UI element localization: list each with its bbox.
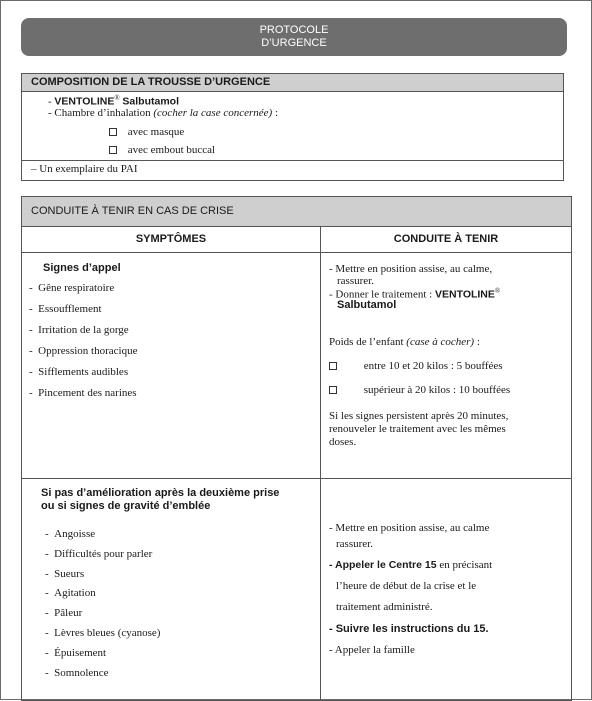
sign-item: - Oppression thoracique <box>29 345 138 357</box>
kit-ventoline: - VENTOLINE® Salbutamol <box>48 94 179 108</box>
weight-label-italic: (case à cocher) <box>406 336 475 348</box>
sign-item-label: Irritation de la gorge <box>38 324 129 336</box>
treatment-salbutamol: Salbutamol <box>337 299 397 311</box>
severe-sign-item: - Angoisse <box>45 528 96 540</box>
severe-sign-item: - Somnolence <box>45 666 109 679</box>
header-line-2: D’URGENCE <box>261 37 327 49</box>
severe-sign-label: Sueurs <box>54 567 85 580</box>
severe-sign-label: Agitation <box>54 587 96 600</box>
sign-item: - Essoufflement <box>29 303 102 315</box>
weight-option-1-label: entre 10 et 20 kilos : 5 bouffées <box>363 360 503 372</box>
kit-title: COMPOSITION DE LA TROUSSE D’URGENCE <box>22 74 563 92</box>
checkbox-mouthpiece[interactable] <box>109 146 117 154</box>
weight-label-text: Poids de l’enfant <box>329 336 404 348</box>
severe-sign-label: Difficultés pour parler <box>54 547 153 560</box>
action2-line4: l’heure de début de la crise et le <box>336 580 477 592</box>
severe-sign-label: Somnolence <box>54 666 109 679</box>
kit-divider <box>22 160 563 161</box>
sign-item-label: Pincement des narines <box>38 387 137 399</box>
signs-title: Signes d’appel <box>43 262 121 274</box>
kit-option-mask[interactable] <box>109 126 184 138</box>
sign-item: - Pincement des narines <box>29 387 137 399</box>
severe-sign-item: - Épuisement <box>45 646 107 659</box>
severe-sign-item: - Sueurs <box>45 567 85 580</box>
kit-chamber <box>48 107 278 119</box>
severe-title-2: ou si signes de gravité d’emblée <box>41 500 211 512</box>
sign-item-label: Oppression thoracique <box>38 345 138 357</box>
persist-line-1: Si les signes persistent après 20 minutes, <box>329 410 509 422</box>
action2-line2: rassurer. <box>336 538 373 550</box>
weight-colon: : <box>474 336 480 348</box>
action2-line1: - Mettre en position assise, au calme <box>329 522 490 534</box>
checkbox-weight-2[interactable] <box>329 386 337 394</box>
crisis-section <box>21 196 572 701</box>
actions-header: CONDUITE À TENIR <box>393 233 499 245</box>
weight-label <box>329 336 480 348</box>
severe-sign-item: - Agitation <box>45 587 96 600</box>
action1-line2: rassurer. <box>337 275 374 287</box>
severe-sign-label: Épuisement <box>54 646 107 659</box>
column-divider <box>320 226 321 700</box>
kit-pai: – Un exemplaire du PAI <box>31 163 138 175</box>
severe-sign-item: - Lèvres bleues (cyanose) <box>45 627 161 639</box>
severe-sign-label: Pâleur <box>54 607 83 620</box>
option-mask-label: avec masque <box>127 126 185 138</box>
action2-follow: - Suivre les instructions du 15. <box>329 623 489 635</box>
protocol-header <box>21 18 567 56</box>
registered-mark: ® <box>114 94 120 102</box>
severe-sign-label: Lèvres bleues (cyanose) <box>54 627 161 639</box>
sign-item-label: Gêne respiratoire <box>38 282 115 294</box>
severe-sign-item: - Pâleur <box>45 607 83 620</box>
sign-item: - Sifflements audibles <box>29 366 129 378</box>
treatment-label: - Donner le traitement : <box>329 288 433 301</box>
severe-sign-label: Angoisse <box>54 528 96 540</box>
header-line-1: PROTOCOLE <box>259 24 329 36</box>
weight-option-1[interactable] <box>329 360 503 372</box>
sign-item-label: Sifflements audibles <box>38 366 129 378</box>
symptoms-header: SYMPTÔMES <box>135 233 207 245</box>
sign-item-label: Essoufflement <box>38 303 102 315</box>
sign-item: - Irritation de la gorge <box>29 324 129 336</box>
action2-line5: traitement administré. <box>336 601 433 613</box>
call-rest: en précisant <box>436 559 493 571</box>
call-centre-15: - Appeler le Centre 15 <box>329 559 437 571</box>
sign-item: - Gêne respiratoire <box>29 282 115 294</box>
ventoline-bold: VENTOLINE <box>54 95 115 108</box>
action2-family: - Appeler la famille <box>329 644 415 656</box>
chamber-colon: : <box>272 107 279 119</box>
persist-line-3: doses. <box>329 436 357 448</box>
option-mouthpiece-label: avec embout buccal <box>127 144 216 156</box>
crisis-title: CONDUITE À TENIR EN CAS DE CRISE <box>22 197 571 227</box>
chamber-italic: (cocher la case concernée) <box>153 107 273 119</box>
persist-line-2: renouveler le traitement avec les mêmes <box>329 423 506 435</box>
chamber-text: - Chambre d’inhalation <box>48 107 151 119</box>
severe-title-1: Si pas d’amélioration après la deuxième prise <box>41 487 280 499</box>
kit-option-mouthpiece[interactable] <box>109 144 215 156</box>
action2-call <box>329 559 492 571</box>
treatment-registered: ® <box>494 287 501 295</box>
header-row-divider <box>22 252 571 253</box>
treatment-ventoline: VENTOLINE <box>435 288 495 301</box>
checkbox-mask[interactable] <box>109 128 117 136</box>
action1-line1: - Mettre en position assise, au calme, <box>329 263 493 275</box>
weight-option-2[interactable] <box>329 384 510 396</box>
checkbox-weight-1[interactable] <box>329 362 337 370</box>
emergency-kit-section <box>21 73 564 181</box>
row-divider <box>22 478 571 479</box>
weight-option-2-label: supérieur à 20 kilos : 10 bouffées <box>363 384 511 396</box>
salbutamol-bold: Salbutamol <box>122 95 179 108</box>
severe-sign-item: - Difficultés pour parler <box>45 547 153 560</box>
